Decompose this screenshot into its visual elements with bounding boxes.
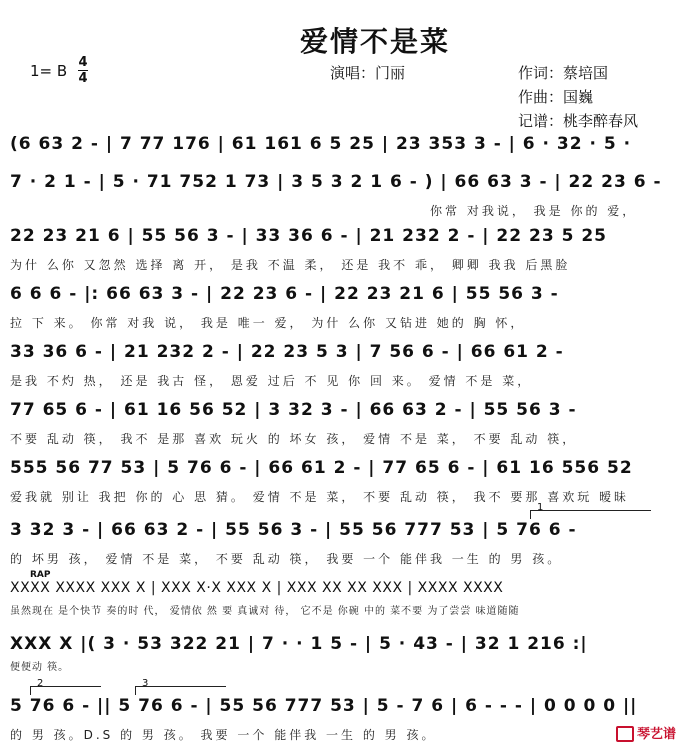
time-signature-bottom: 4 <box>78 71 88 86</box>
notation: (6 63 2 - | 7 77 176 | 61 161 6 5 25 | 23 353 3 - | 6 · 32 · 5 · <box>10 134 632 154</box>
composer-credit: 作曲：国巍 <box>518 88 594 106</box>
notation: 6 6 6 - |: 66 63 3 - | 22 23 6 - | 22 23 21 6 | 55 56 3 - <box>10 284 559 304</box>
notation: 33 36 6 - | 21 232 2 - | 22 23 5 3 | 7 56 6 - | 66 61 2 - <box>10 342 564 362</box>
time-signature-top: 4 <box>78 55 88 70</box>
lyrics: 的 坏男 孩， 爱情 不是 菜， 不要 乱动 筷， 我要 一个 能伴我 一生 的 男 孩。 <box>10 552 563 566</box>
site-logo <box>616 723 676 743</box>
notation: 555 56 77 53 | 5 76 6 - | 66 61 2 - | 77 65 6 - | 61 16 556 52 <box>10 458 633 478</box>
transcriber-credit: 记谱：桃李醉春风 <box>518 112 639 130</box>
notation: XXXX XXXX XXX X | XXX X·X XXX X | XXX XX XX XXX | XXXX XXXX <box>10 580 504 596</box>
ending-number: 3 <box>142 678 149 689</box>
singer-credit: 演唱：门丽 <box>330 64 406 82</box>
lyrics: 不要 乱动 筷， 我不 是那 喜欢 玩火 的 坏女 孩， 爱情 不是 菜， 不要 乱动 筷， <box>10 432 578 446</box>
piano-icon <box>616 726 634 742</box>
lyrics: 是我 不灼 热， 还是 我古 怪， 恩爱 过后 不 见 你 回 来。 爱情 不是 菜， <box>10 374 533 388</box>
notation: 7 · 2 1 - | 5 · 71 752 1 73 | 3 5 3 2 1 6 - ) | 66 63 3 - | 22 23 6 - <box>10 172 662 192</box>
third-ending <box>135 678 226 695</box>
second-ending <box>30 678 101 695</box>
song-title: 爱情不是菜 <box>300 25 451 58</box>
time-signature <box>78 56 88 85</box>
notation: 5 76 6 - || 5 76 6 - | 55 56 777 53 | 5 - 7 6 | 6 - - - | 0 0 0 0 || <box>10 696 638 716</box>
lyrics: 你常 对我说， 我是 你的 爱， <box>430 204 638 218</box>
lyricist-credit: 作词：蔡培国 <box>518 64 609 82</box>
lyrics: 虽然现在 是个快节 奏的时 代， 爱情依 然 要 真诚对 待， 它不是 你碗 中的 菜不要 为了尝尝 味道随随 <box>10 606 520 617</box>
lyrics: 的 男 孩。D.S 的 男 孩。 我要 一个 能伴我 一生 的 男 孩。 <box>10 728 437 742</box>
ending-number: 2 <box>37 678 44 689</box>
notation: 22 23 21 6 | 55 56 3 - | 33 36 6 - | 21 232 2 - | 22 23 5 25 <box>10 226 607 246</box>
lyrics: 便便动 筷。 <box>10 662 70 673</box>
ending-number: 1 <box>537 502 544 513</box>
key-signature: 1= B <box>30 62 68 80</box>
rap-label: RAP <box>30 570 51 580</box>
notation: 77 65 6 - | 61 16 56 52 | 3 32 3 - | 66 63 2 - | 55 56 3 - <box>10 400 577 420</box>
lyrics: 爱我就 别让 我把 你的 心 思 猜。 爱情 不是 菜， 不要 乱动 筷， 我不 要那 喜欢玩 暧昧 <box>10 490 630 504</box>
logo-text: 琴艺谱 <box>636 726 676 742</box>
first-ending <box>530 502 651 519</box>
lyrics: 为什 么你 又忽然 选择 离 开， 是我 不温 柔， 还是 我不 乖， 卿卿 我我 后黑脸 <box>10 258 571 272</box>
lyrics: 拉 下 来。 你常 对我 说， 我是 唯一 爱， 为什 么你 又钻进 她的 胸 怀， <box>10 316 526 330</box>
notation: XXX X |( 3 · 53 322 21 | 7 · · 1 5 - | 5 · 43 - | 32 1 216 :| <box>10 634 588 654</box>
notation: 3 32 3 - | 66 63 2 - | 55 56 3 - | 55 56 777 53 | 5 76 6 - <box>10 520 577 540</box>
